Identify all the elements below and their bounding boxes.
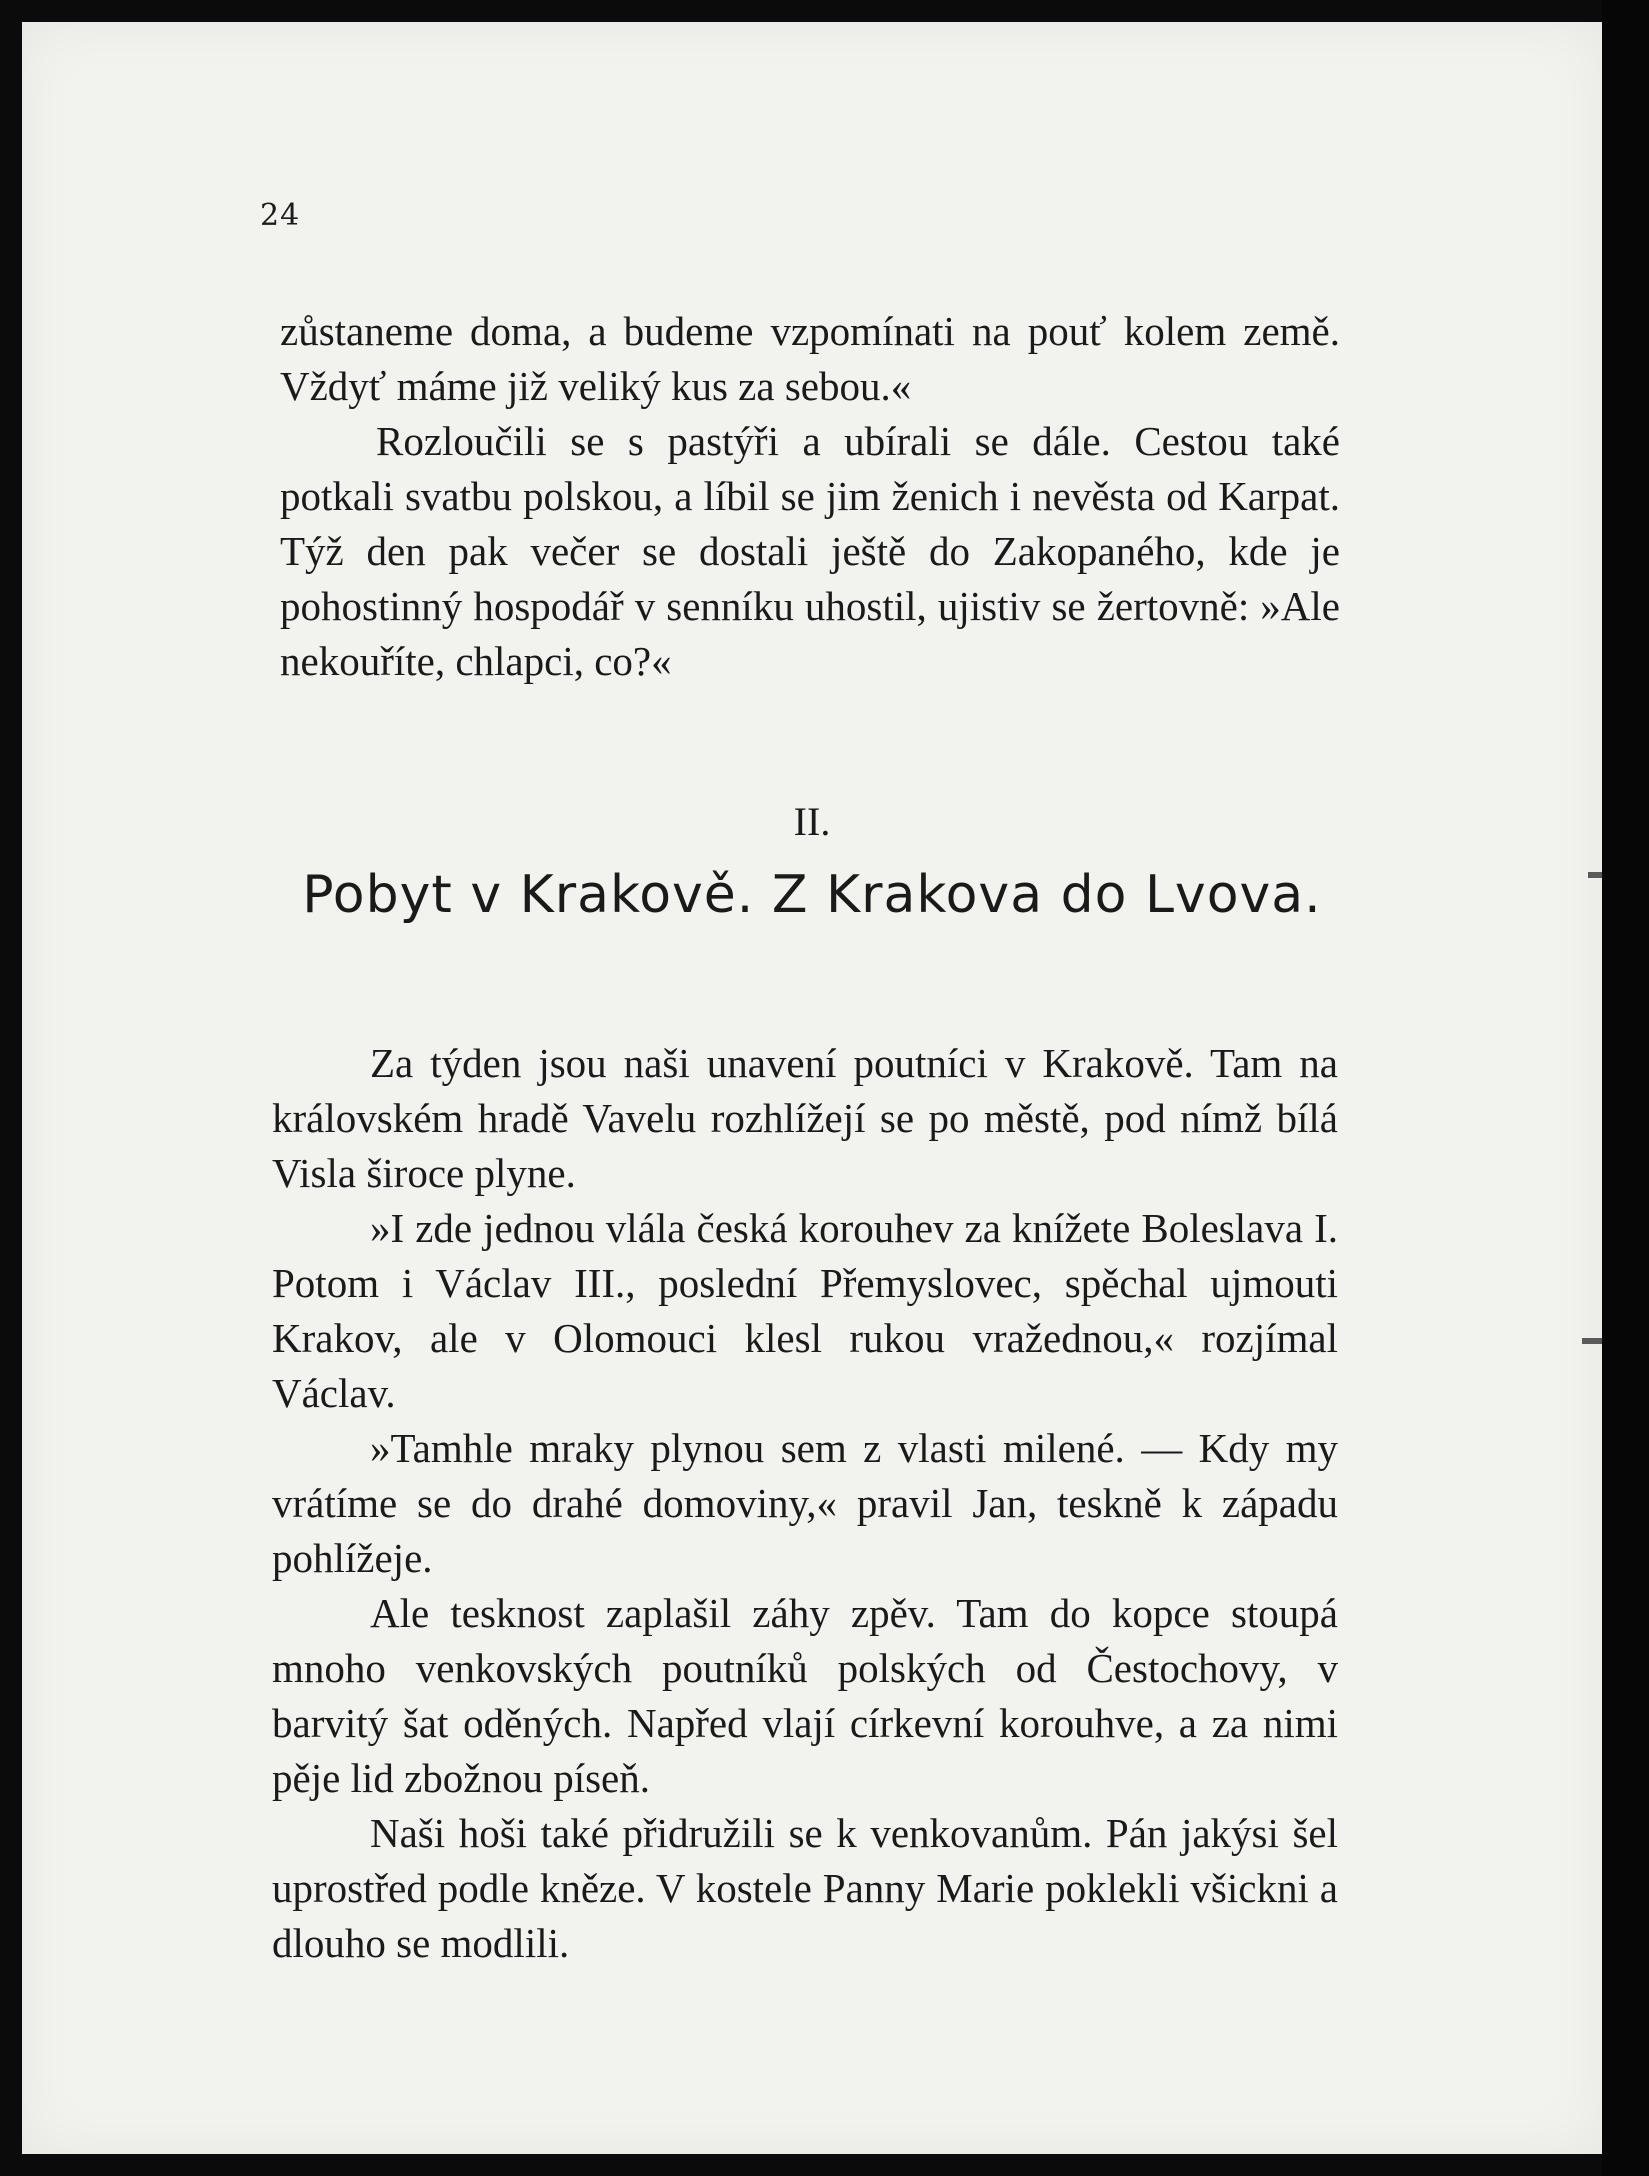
paragraph: Rozloučili se s pastýři a ubírali se dále. Cestou také potkali svatbu polskou, a líbil se jim ženich i nevěsta od Karpat. Týž den pak večer se dostali ještě do Zakopaného, kde je pohostinný hospodář v senníku uhostil, ujistiv se žertovně: »Ale nekouříte, chlapci, co?« bbox=[280, 418, 1340, 684]
paragraph: Za týden jsou naši unavení poutníci v Krakově. Tam na královském hradě Vavelu rozhlížejí se po městě, pod nímž bílá Visla široce plyne. bbox=[272, 1040, 1338, 1196]
page-number: 24 bbox=[260, 198, 301, 233]
paragraph: »I zde jednou vlála česká korouhev za knížete Boleslava I. Potom i Václav III., poslední Přemyslovec, spěchal ujmouti Krakov, ale v Olomouci klesl rukou vražednou,« rozjímal Václav. bbox=[272, 1205, 1338, 1416]
intro-text-block bbox=[280, 304, 1340, 689]
chapter-number: II. bbox=[793, 799, 831, 844]
book-page bbox=[22, 22, 1602, 2154]
paragraph: zůstaneme doma, a budeme vzpomínati na pouť kolem země. Vždyť máme již veliký kus za sebou.« bbox=[280, 308, 1340, 409]
chapter-title: Pobyt v Krakově. Z Krakova do Lvova. bbox=[302, 865, 1322, 925]
paragraph: Ale tesknost zaplašil záhy zpěv. Tam do kopce stoupá mnoho venkovských poutníků polských od Čestochovy, v barvitý šat oděných. Napřed vlají církevní korouhve, a za nimi pěje lid zbožnou píseň. bbox=[272, 1590, 1338, 1801]
scanner-edge bbox=[1602, 0, 1649, 2176]
paragraph: »Tamhle mraky plynou sem z vlasti milené. — Kdy my vrátíme se do drahé domoviny,« pravil Jan, teskně k západu pohlížeje. bbox=[272, 1425, 1338, 1581]
paragraph: Naši hoši také přidružili se k venkovanům. Pán jakýsi šel uprostřed podle kněze. V kostele Panny Marie poklekli všickni a dlouho se modlili. bbox=[272, 1810, 1338, 1966]
main-text-block bbox=[272, 1036, 1338, 1971]
